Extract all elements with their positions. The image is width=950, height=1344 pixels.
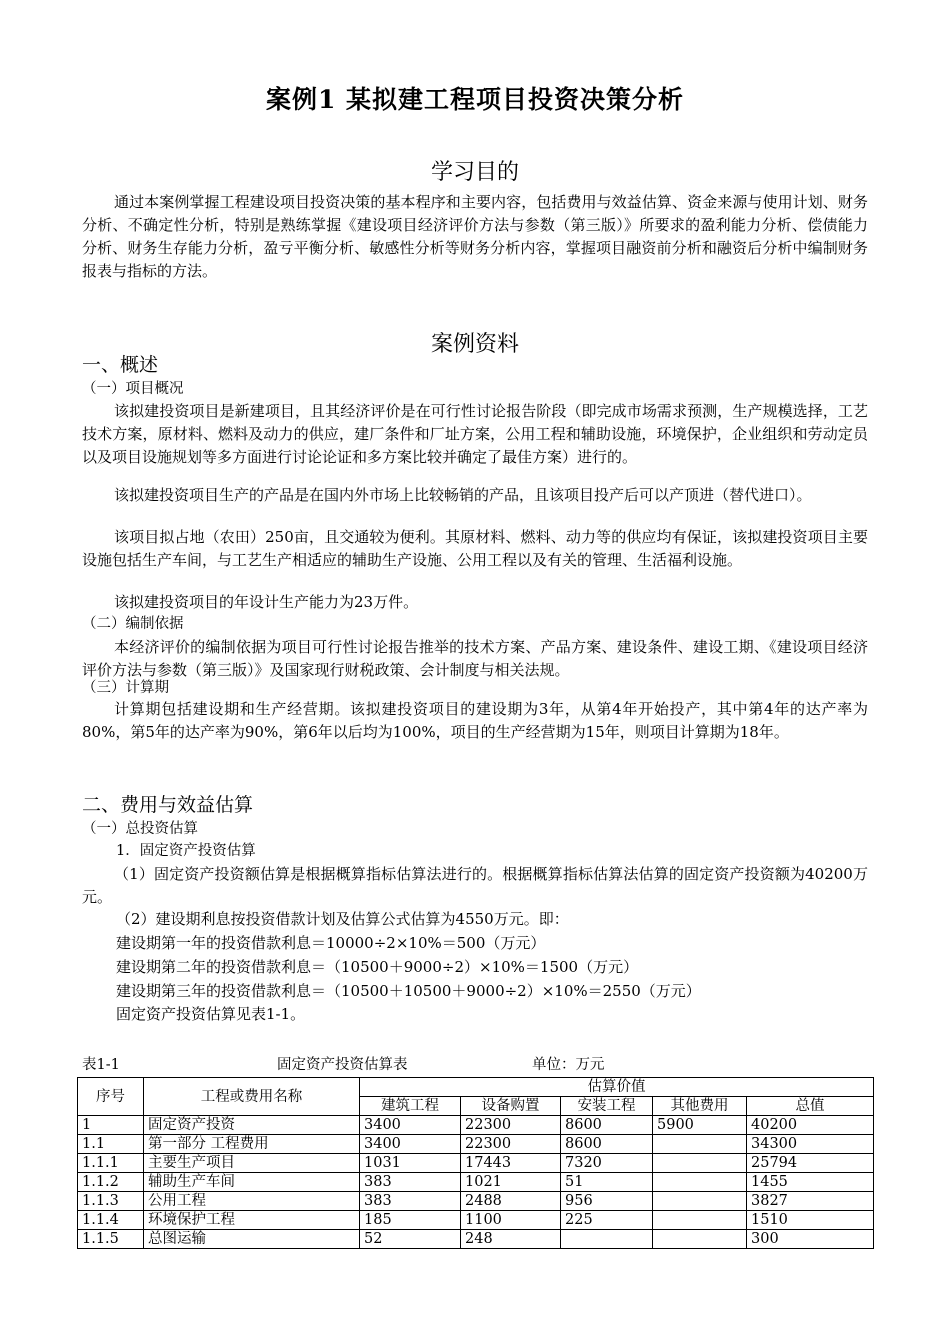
- heading-overview: 一、概述: [82, 354, 159, 376]
- table-caption-title: 固定资产投资估算表: [277, 1057, 408, 1073]
- cell-other: [653, 1192, 747, 1211]
- cell-no: 1.1.4: [78, 1211, 144, 1230]
- subheading-total-investment: （一）总投资估算: [82, 821, 198, 837]
- table-caption-unit: 单位：万元: [532, 1057, 605, 1073]
- line-table-reference: 固定资产投资估算见表1-1。: [116, 1005, 306, 1023]
- cell-no: 1.1.3: [78, 1192, 144, 1211]
- table-row: [78, 1135, 874, 1154]
- cell-construction: 3400: [360, 1135, 461, 1154]
- cell-equipment: 1100: [461, 1211, 561, 1230]
- paragraph-fixed-asset-estimate: （1）固定资产投资额估算是根据概算指标估算法进行的。根据概算指标估算法估算的固定资产投资额为40200万元。: [82, 865, 868, 906]
- table-row: [78, 1116, 874, 1135]
- cell-construction: 383: [360, 1192, 461, 1211]
- table-row: [78, 1211, 874, 1230]
- cell-name: 总图运输: [144, 1230, 360, 1249]
- cell-total: 1510: [747, 1211, 874, 1230]
- cell-total: 34300: [747, 1135, 874, 1154]
- cell-no: 1.1.5: [78, 1230, 144, 1249]
- header-total: 总值: [747, 1097, 874, 1116]
- cell-name: 公用工程: [144, 1192, 360, 1211]
- heading-cost-benefit: 二、费用与效益估算: [82, 794, 254, 816]
- heading-case-materials: 案例资料: [430, 332, 519, 357]
- cell-installation: 8600: [561, 1135, 653, 1154]
- table-row: [78, 1192, 874, 1211]
- table-row: [78, 1230, 874, 1249]
- line-interest-year2: 建设期第二年的投资借款利息＝（10500＋9000÷2）×10%＝1500（万元）: [116, 958, 639, 976]
- cell-installation: 51: [561, 1173, 653, 1192]
- header-other: 其他费用: [653, 1097, 747, 1116]
- cell-construction: 1031: [360, 1154, 461, 1173]
- cell-installation: 956: [561, 1192, 653, 1211]
- paragraph-project-type: 该拟建投资项目是新建项目，且其经济评价是在可行性讨论报告阶段（即完成市场需求预测，生产规模选择，工艺技术方案，原材料、燃料及动力的供应，建厂条件和厂址方案，公用工程和辅助设施，环境保护，企业组织和劳动定员以及项目设施规划等多方面进行讨论论证和多方案比较并确定了最佳方案）进行的。: [82, 402, 868, 466]
- learning-goals-paragraph: 通过本案例掌握工程建设项目投资决策的基本程序和主要内容，包括费用与效益估算、资金来源与使用计划、财务分析、不确定性分析，特别是熟练掌握《建设项目经济评价方法与参数（第三版）》所要求的盈利能力分析、偿债能力分析、财务生存能力分析，盈亏平衡分析、敏感性分析等财务分析内容，掌握项目融资前分析和融资后分析中编制财务报表与指标的方法。: [82, 193, 868, 280]
- header-equipment: 设备购置: [461, 1097, 561, 1116]
- header-name: 工程或费用名称: [144, 1078, 360, 1116]
- cell-other: [653, 1173, 747, 1192]
- document-title: 案例1 某拟建工程项目投资决策分析: [265, 85, 685, 114]
- paragraph-period: 计算期包括建设期和生产经营期。该拟建投资项目的建设期为3年，从第4年开始投产，其中第4年的达产率为80%，第5年的达产率为90%，第6年以后均为100%，项目的生产经营期为15年，则项目计算期为18年。: [82, 700, 868, 741]
- cell-name: 主要生产项目: [144, 1154, 360, 1173]
- table-header-row: [78, 1078, 874, 1097]
- line-interest-intro: （2）建设期利息按投资借款计划及估算公式估算为4550万元。即：: [116, 910, 569, 928]
- cell-equipment: 22300: [461, 1116, 561, 1135]
- table-row: [78, 1173, 874, 1192]
- cell-equipment: 2488: [461, 1192, 561, 1211]
- cell-total: 40200: [747, 1116, 874, 1135]
- cell-construction: 3400: [360, 1116, 461, 1135]
- paragraph-product: 该拟建投资项目生产的产品是在国内外市场上比较畅销的产品，且该项目投产后可以产顶进（替代进口）。: [114, 486, 812, 504]
- subheading-project-overview: （一）项目概况: [82, 381, 184, 397]
- cell-installation: 225: [561, 1211, 653, 1230]
- cell-total: 300: [747, 1230, 874, 1249]
- cell-no: 1.1.1: [78, 1154, 144, 1173]
- table-caption-number: 表1-1: [82, 1057, 120, 1073]
- subheading-period: （三）计算期: [82, 680, 169, 696]
- header-installation: 安装工程: [561, 1097, 653, 1116]
- subheading-basis: （二）编制依据: [82, 616, 184, 632]
- cell-no: 1: [78, 1116, 144, 1135]
- cell-name: 辅助生产车间: [144, 1173, 360, 1192]
- cell-other: [653, 1230, 747, 1249]
- fixed-asset-investment-table: [77, 1077, 874, 1249]
- cell-other: [653, 1154, 747, 1173]
- header-no: 序号: [78, 1078, 144, 1116]
- cell-construction: 383: [360, 1173, 461, 1192]
- paragraph-basis: 本经济评价的编制依据为项目可行性讨论报告推举的技术方案、产品方案、建设条件、建设工期、《建设项目经济评价方法与参数（第三版）》及国家现行财税政策、会计制度与相关法规。: [82, 638, 868, 679]
- cell-equipment: 17443: [461, 1154, 561, 1173]
- paragraph-capacity: 该拟建投资项目的年设计生产能力为23万件。: [114, 593, 419, 611]
- cell-no: 1.1.2: [78, 1173, 144, 1192]
- header-estimate-group: 估算价值: [360, 1078, 874, 1097]
- cell-other: [653, 1135, 747, 1154]
- cell-total: 25794: [747, 1154, 874, 1173]
- cell-equipment: 22300: [461, 1135, 561, 1154]
- cell-equipment: 248: [461, 1230, 561, 1249]
- cell-name: 环境保护工程: [144, 1211, 360, 1230]
- cell-total: 1455: [747, 1173, 874, 1192]
- cell-other: [653, 1211, 747, 1230]
- cell-name: 第一部分 工程费用: [144, 1135, 360, 1154]
- cell-construction: 52: [360, 1230, 461, 1249]
- line-interest-year1: 建设期第一年的投资借款利息＝10000÷2×10%＝500（万元）: [116, 934, 546, 952]
- cell-installation: 8600: [561, 1116, 653, 1135]
- cell-equipment: 1021: [461, 1173, 561, 1192]
- table-row: [78, 1154, 874, 1173]
- paragraph-site: 该项目拟占地（农田）250亩，且交通较为便利。其原材料、燃料、动力等的供应均有保证，该拟建投资项目主要设施包括生产车间，与工艺生产相适应的辅助生产设施、公用工程以及有关的管理、生活福利设施。: [82, 528, 868, 569]
- cell-other: 5900: [653, 1116, 747, 1135]
- cell-total: 3827: [747, 1192, 874, 1211]
- line-interest-year3: 建设期第三年的投资借款利息＝（10500＋10500＋9000÷2）×10%＝2550（万元）: [116, 982, 701, 1000]
- heading-learning-goals: 学习目的: [430, 160, 519, 185]
- cell-installation: [561, 1230, 653, 1249]
- subheading-fixed-asset: 1．固定资产投资估算: [116, 843, 256, 859]
- cell-installation: 7320: [561, 1154, 653, 1173]
- cell-construction: 185: [360, 1211, 461, 1230]
- cell-name: 固定资产投资: [144, 1116, 360, 1135]
- cell-no: 1.1: [78, 1135, 144, 1154]
- header-construction: 建筑工程: [360, 1097, 461, 1116]
